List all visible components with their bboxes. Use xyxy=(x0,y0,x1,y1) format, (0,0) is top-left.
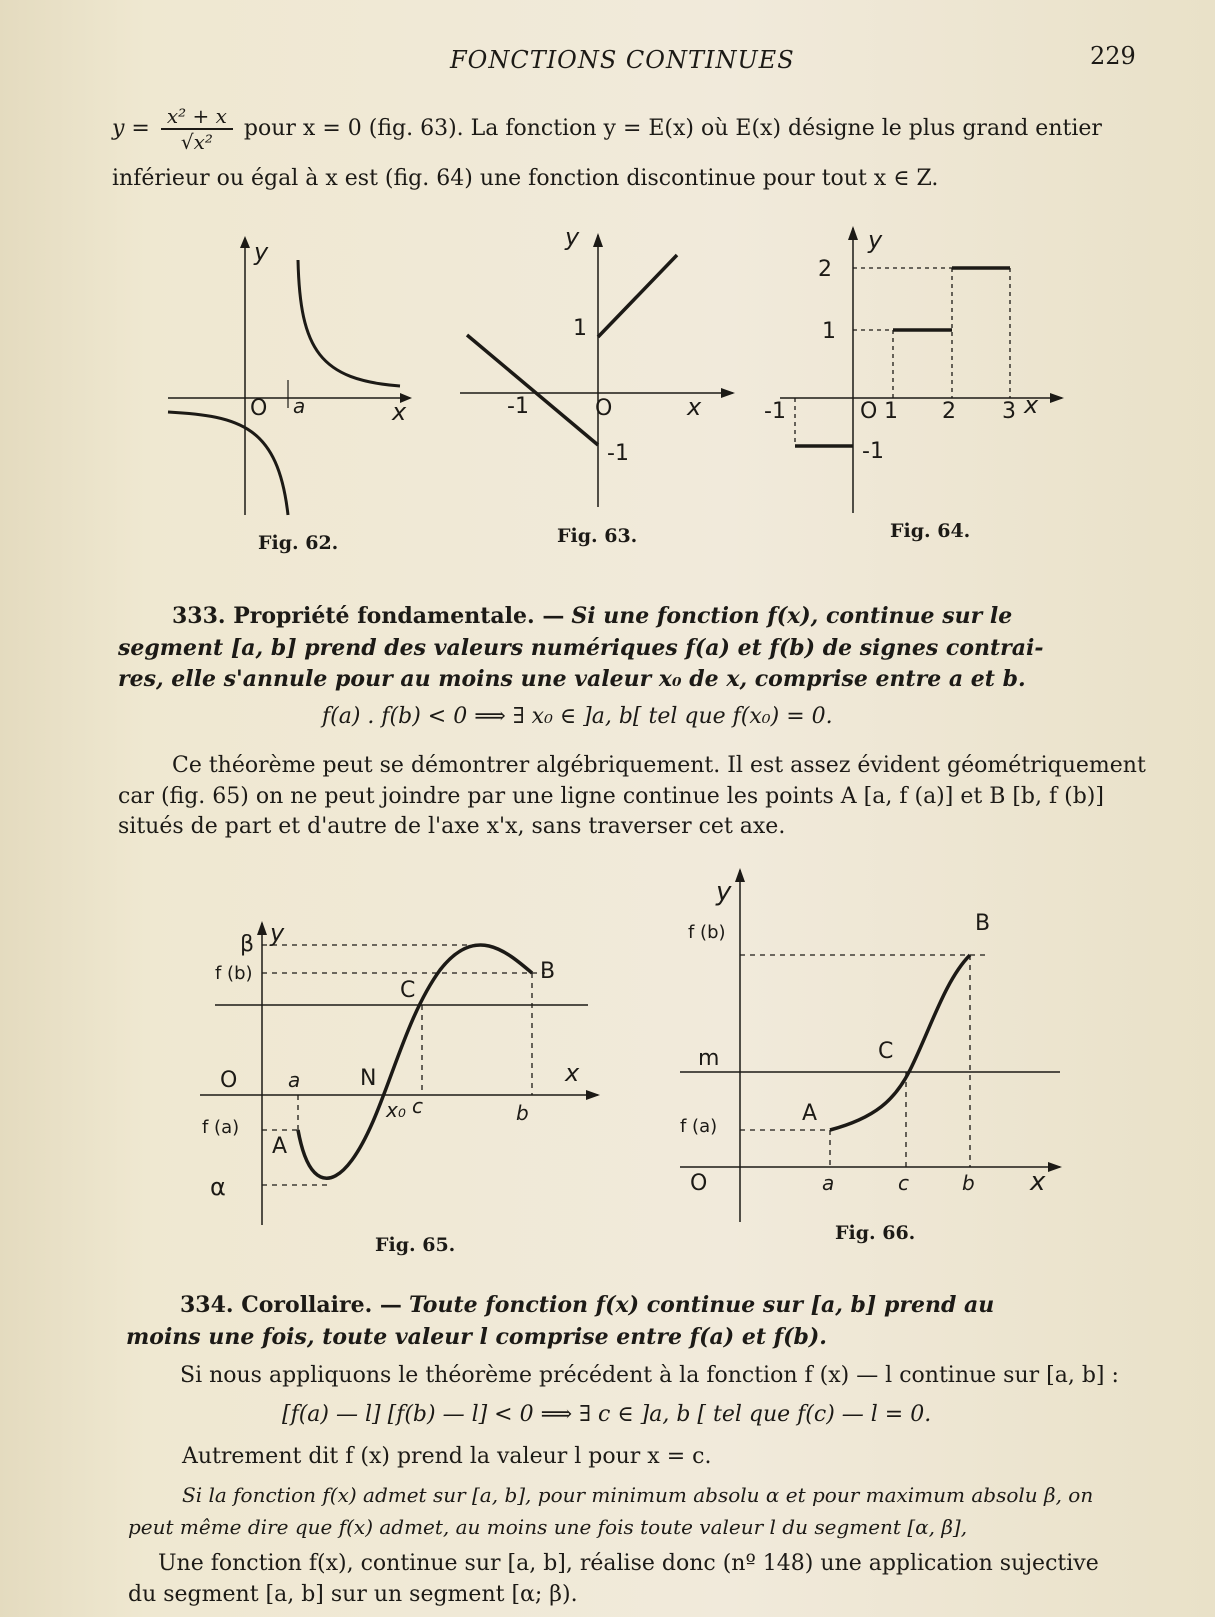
page-header xyxy=(0,40,1215,80)
section-334-line1 xyxy=(180,1292,994,1318)
section-334-para2: Autrement dit f (x) prend la valeur l pour x = c. xyxy=(182,1444,712,1469)
section-333-para1: Ce théorème peut se démontrer algébriquement. Il est assez évident géométriquement xyxy=(172,753,1146,778)
section-334-heading: 334. Corollaire. — xyxy=(180,1292,402,1318)
fig64-caption: Fig. 64. xyxy=(890,520,971,542)
fig62-origin-label: O xyxy=(250,396,268,421)
fig64-minus1-label: -1 xyxy=(764,399,786,424)
fig65-caption: Fig. 65. xyxy=(375,1234,456,1256)
fig63-one-label: 1 xyxy=(573,316,587,341)
section-334-para1: Si nous appliquons le théorème précédent à la fonction f (x) — l continue sur [a, b] : xyxy=(180,1363,1119,1388)
section-333-stmt3: res, elle s'annule pour au moins une valeur x₀ de x, comprise entre a et b. xyxy=(118,666,1026,692)
fig66-m-label: m xyxy=(698,1046,720,1071)
fig66-y-label: y xyxy=(716,877,732,907)
fig62-caption: Fig. 62. xyxy=(258,532,339,554)
fig63-origin-label: O xyxy=(595,396,613,421)
fig64-x3-label: 3 xyxy=(1002,399,1016,424)
fig66-fb-label: f (b) xyxy=(688,922,726,943)
fig66-O-label: O xyxy=(690,1171,708,1196)
fig63-x-label: x xyxy=(687,393,702,421)
fig66-B-label: B xyxy=(975,911,991,936)
fig65-N-label: N xyxy=(360,1066,377,1091)
section-333-heading: 333. Propriété fondamentale. — xyxy=(172,603,565,629)
formula-lhs: y = xyxy=(112,116,150,141)
fig65-x-label: x xyxy=(565,1059,580,1087)
fig65-C-label: C xyxy=(400,978,416,1003)
fig65-B-label: B xyxy=(540,959,556,984)
fig66-c-label: c xyxy=(898,1171,909,1195)
fig64-one-label: 1 xyxy=(822,319,836,344)
section-333-para2: car (fig. 65) on ne peut joindre par une ligne continue les points A [a, f (a)] et B [b, f (b)] xyxy=(118,784,1104,809)
fraction-numerator: x² + x xyxy=(161,104,233,130)
fig64-two-label: 2 xyxy=(818,257,832,282)
fig63-y-label: y xyxy=(565,223,580,251)
running-title: FONCTIONS CONTINUES xyxy=(450,46,795,74)
figure-66 xyxy=(680,860,1080,1230)
fraction-denominator: √x² xyxy=(180,130,213,154)
section-334-para3: Une fonction f(x), continue sur [a, b], réalise donc (nº 148) une application sujective xyxy=(158,1551,1099,1576)
fig63-caption: Fig. 63. xyxy=(557,525,638,547)
section-333-stmt1: Si une fonction f(x), continue sur le xyxy=(571,603,1013,629)
section-334-para4: du segment [a, b] sur un segment [α; β). xyxy=(128,1582,578,1607)
fig66-C-label: C xyxy=(878,1039,894,1064)
fig66-x-label: x xyxy=(1030,1167,1046,1197)
fig62-x-label: x xyxy=(392,398,407,426)
fig64-y-label: y xyxy=(868,226,883,254)
fig66-fa-label: f (a) xyxy=(680,1116,718,1137)
fig65-y-label: y xyxy=(270,919,285,947)
fig65-beta-label: β xyxy=(240,932,255,957)
section-334-stmt1: Toute fonction f(x) continue sur [a, b] prend au xyxy=(408,1292,995,1318)
fig64-x-label: x xyxy=(1024,391,1039,419)
fig65-fa-label: f (a) xyxy=(202,1117,240,1138)
intro-line2: inférieur ou égal à x est (fig. 64) une fonction discontinue pour tout x ∈ Z. xyxy=(112,166,939,191)
fig65-a-label: a xyxy=(288,1068,301,1092)
fig64-neg1-label: -1 xyxy=(862,439,884,464)
fig65-b-label: b xyxy=(516,1101,529,1125)
fig63-neg1-label: -1 xyxy=(607,441,629,466)
fig62-y-label: y xyxy=(254,238,269,266)
figure-65 xyxy=(190,915,620,1235)
fig66-A-label: A xyxy=(802,1101,818,1126)
fig65-c-label: c xyxy=(412,1094,423,1118)
fraction xyxy=(161,104,233,154)
figure-64 xyxy=(764,218,1070,518)
fig66-caption: Fig. 66. xyxy=(835,1222,916,1244)
fig63-minus1-label: -1 xyxy=(507,394,529,419)
section-334-italic1: Si la fonction f(x) admet sur [a, b], pour minimum absolu α et pour maximum absolu β, on xyxy=(182,1483,1094,1507)
fig65-A-label: A xyxy=(272,1134,288,1159)
section-333-stmt2: segment [a, b] prend des valeurs numériques f(a) et f(b) de signes contrai- xyxy=(118,635,1044,661)
fig64-origin-label: O xyxy=(860,399,878,424)
fig62-a-label: a xyxy=(293,394,306,418)
fig66-a-label: a xyxy=(822,1171,835,1195)
fig64-x2-label: 2 xyxy=(942,399,956,424)
fig64-x1-label: 1 xyxy=(884,399,898,424)
page-number: 229 xyxy=(1090,42,1136,70)
intro-formula-line xyxy=(112,104,1102,154)
section-333-formula: f(a) . f(b) < 0 ⟹ ∃ x₀ ∈ ]a, b[ tel que f(x₀) = 0. xyxy=(322,704,833,729)
fig65-alpha-label: α xyxy=(210,1173,226,1201)
section-333-line1 xyxy=(172,603,1012,629)
figure-63 xyxy=(455,225,740,515)
fig65-O-label: O xyxy=(220,1068,238,1093)
section-334-italic2: peut même dire que f(x) admet, au moins une fois toute valeur l du segment [α, β], xyxy=(128,1515,968,1539)
section-334-stmt2: moins une fois, toute valeur l comprise entre f(a) et f(b). xyxy=(126,1324,827,1350)
fig65-x0-label: x₀ xyxy=(386,1098,406,1122)
fig66-b-label: b xyxy=(962,1171,975,1195)
fig65-fb-label: f (b) xyxy=(215,963,253,984)
intro-line1: pour x = 0 (fig. 63). La fonction y = E(x) où E(x) désigne le plus grand entier xyxy=(243,116,1102,141)
figure-62 xyxy=(160,230,420,520)
section-333-para3: situés de part et d'autre de l'axe x'x, sans traverser cet axe. xyxy=(118,814,786,839)
section-334-formula: [f(a) — l] [f(b) — l] < 0 ⟹ ∃ c ∈ ]a, b [ tel que f(c) — l = 0. xyxy=(282,1402,932,1427)
